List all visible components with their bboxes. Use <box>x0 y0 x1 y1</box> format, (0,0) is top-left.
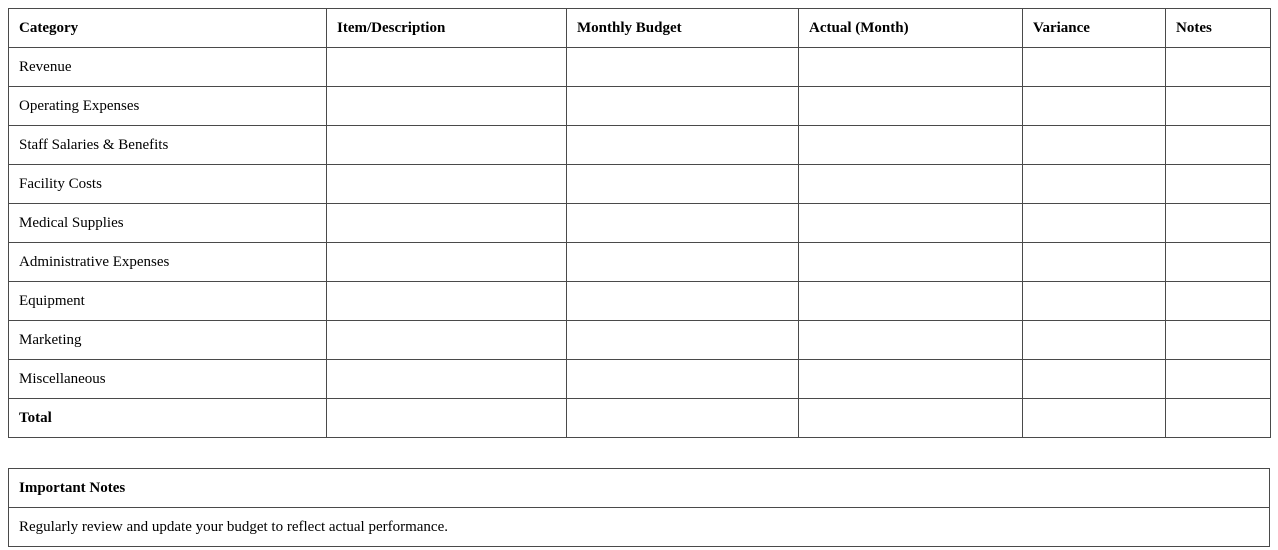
header-actual-month: Actual (Month) <box>799 9 1023 48</box>
category-cell: Staff Salaries & Benefits <box>9 126 327 165</box>
category-cell: Equipment <box>9 282 327 321</box>
category-cell: Facility Costs <box>9 165 327 204</box>
item-description-cell[interactable] <box>327 165 567 204</box>
notes-cell[interactable] <box>1166 243 1271 282</box>
header-monthly-budget: Monthly Budget <box>567 9 799 48</box>
item-description-cell[interactable] <box>327 243 567 282</box>
notes-cell[interactable] <box>1166 321 1271 360</box>
actual-month-cell[interactable] <box>799 126 1023 165</box>
table-row <box>9 243 1271 282</box>
note-text: Regularly review and update your budget to reflect actual performance. <box>9 508 1270 547</box>
monthly-budget-cell[interactable] <box>567 360 799 399</box>
notes-cell[interactable] <box>1166 126 1271 165</box>
variance-cell[interactable] <box>1023 126 1166 165</box>
actual-month-cell[interactable] <box>799 204 1023 243</box>
item-description-cell[interactable] <box>327 360 567 399</box>
actual-month-cell[interactable] <box>799 360 1023 399</box>
item-description-cell[interactable] <box>327 321 567 360</box>
monthly-budget-cell[interactable] <box>567 126 799 165</box>
table-row <box>9 48 1271 87</box>
table-row <box>9 360 1271 399</box>
category-cell: Medical Supplies <box>9 204 327 243</box>
variance-cell[interactable] <box>1023 399 1166 438</box>
notes-cell[interactable] <box>1166 204 1271 243</box>
monthly-budget-cell[interactable] <box>567 48 799 87</box>
header-variance: Variance <box>1023 9 1166 48</box>
monthly-budget-cell[interactable] <box>567 87 799 126</box>
total-label: Total <box>9 399 327 438</box>
header-category: Category <box>9 9 327 48</box>
table-row <box>9 204 1271 243</box>
list-item <box>9 508 1270 547</box>
actual-month-cell[interactable] <box>799 48 1023 87</box>
table-row <box>9 321 1271 360</box>
category-cell: Miscellaneous <box>9 360 327 399</box>
actual-month-cell[interactable] <box>799 321 1023 360</box>
category-cell: Revenue <box>9 48 327 87</box>
item-description-cell[interactable] <box>327 399 567 438</box>
item-description-cell[interactable] <box>327 282 567 321</box>
notes-cell[interactable] <box>1166 399 1271 438</box>
monthly-budget-cell[interactable] <box>567 243 799 282</box>
total-row <box>9 399 1271 438</box>
item-description-cell[interactable] <box>327 204 567 243</box>
header-item-description: Item/Description <box>327 9 567 48</box>
header-notes: Notes <box>1166 9 1271 48</box>
variance-cell[interactable] <box>1023 165 1166 204</box>
table-row <box>9 282 1271 321</box>
table-row <box>9 165 1271 204</box>
category-cell: Marketing <box>9 321 327 360</box>
variance-cell[interactable] <box>1023 360 1166 399</box>
item-description-cell[interactable] <box>327 87 567 126</box>
variance-cell[interactable] <box>1023 87 1166 126</box>
notes-cell[interactable] <box>1166 282 1271 321</box>
variance-cell[interactable] <box>1023 204 1166 243</box>
notes-cell[interactable] <box>1166 48 1271 87</box>
notes-cell[interactable] <box>1166 360 1271 399</box>
variance-cell[interactable] <box>1023 282 1166 321</box>
variance-cell[interactable] <box>1023 321 1166 360</box>
actual-month-cell[interactable] <box>799 87 1023 126</box>
monthly-budget-cell[interactable] <box>567 204 799 243</box>
category-cell: Operating Expenses <box>9 87 327 126</box>
item-description-cell[interactable] <box>327 48 567 87</box>
monthly-budget-cell[interactable] <box>567 321 799 360</box>
table-row <box>9 87 1271 126</box>
monthly-budget-cell[interactable] <box>567 399 799 438</box>
notes-cell[interactable] <box>1166 165 1271 204</box>
actual-month-cell[interactable] <box>799 243 1023 282</box>
actual-month-cell[interactable] <box>799 399 1023 438</box>
actual-month-cell[interactable] <box>799 165 1023 204</box>
notes-heading: Important Notes <box>9 469 1270 508</box>
important-notes-table <box>8 468 1270 547</box>
category-cell: Administrative Expenses <box>9 243 327 282</box>
table-header-row <box>9 9 1271 48</box>
variance-cell[interactable] <box>1023 243 1166 282</box>
monthly-budget-cell[interactable] <box>567 165 799 204</box>
notes-header-row <box>9 469 1270 508</box>
actual-month-cell[interactable] <box>799 282 1023 321</box>
budget-table <box>8 8 1271 438</box>
item-description-cell[interactable] <box>327 126 567 165</box>
variance-cell[interactable] <box>1023 48 1166 87</box>
monthly-budget-cell[interactable] <box>567 282 799 321</box>
notes-cell[interactable] <box>1166 87 1271 126</box>
table-row <box>9 126 1271 165</box>
